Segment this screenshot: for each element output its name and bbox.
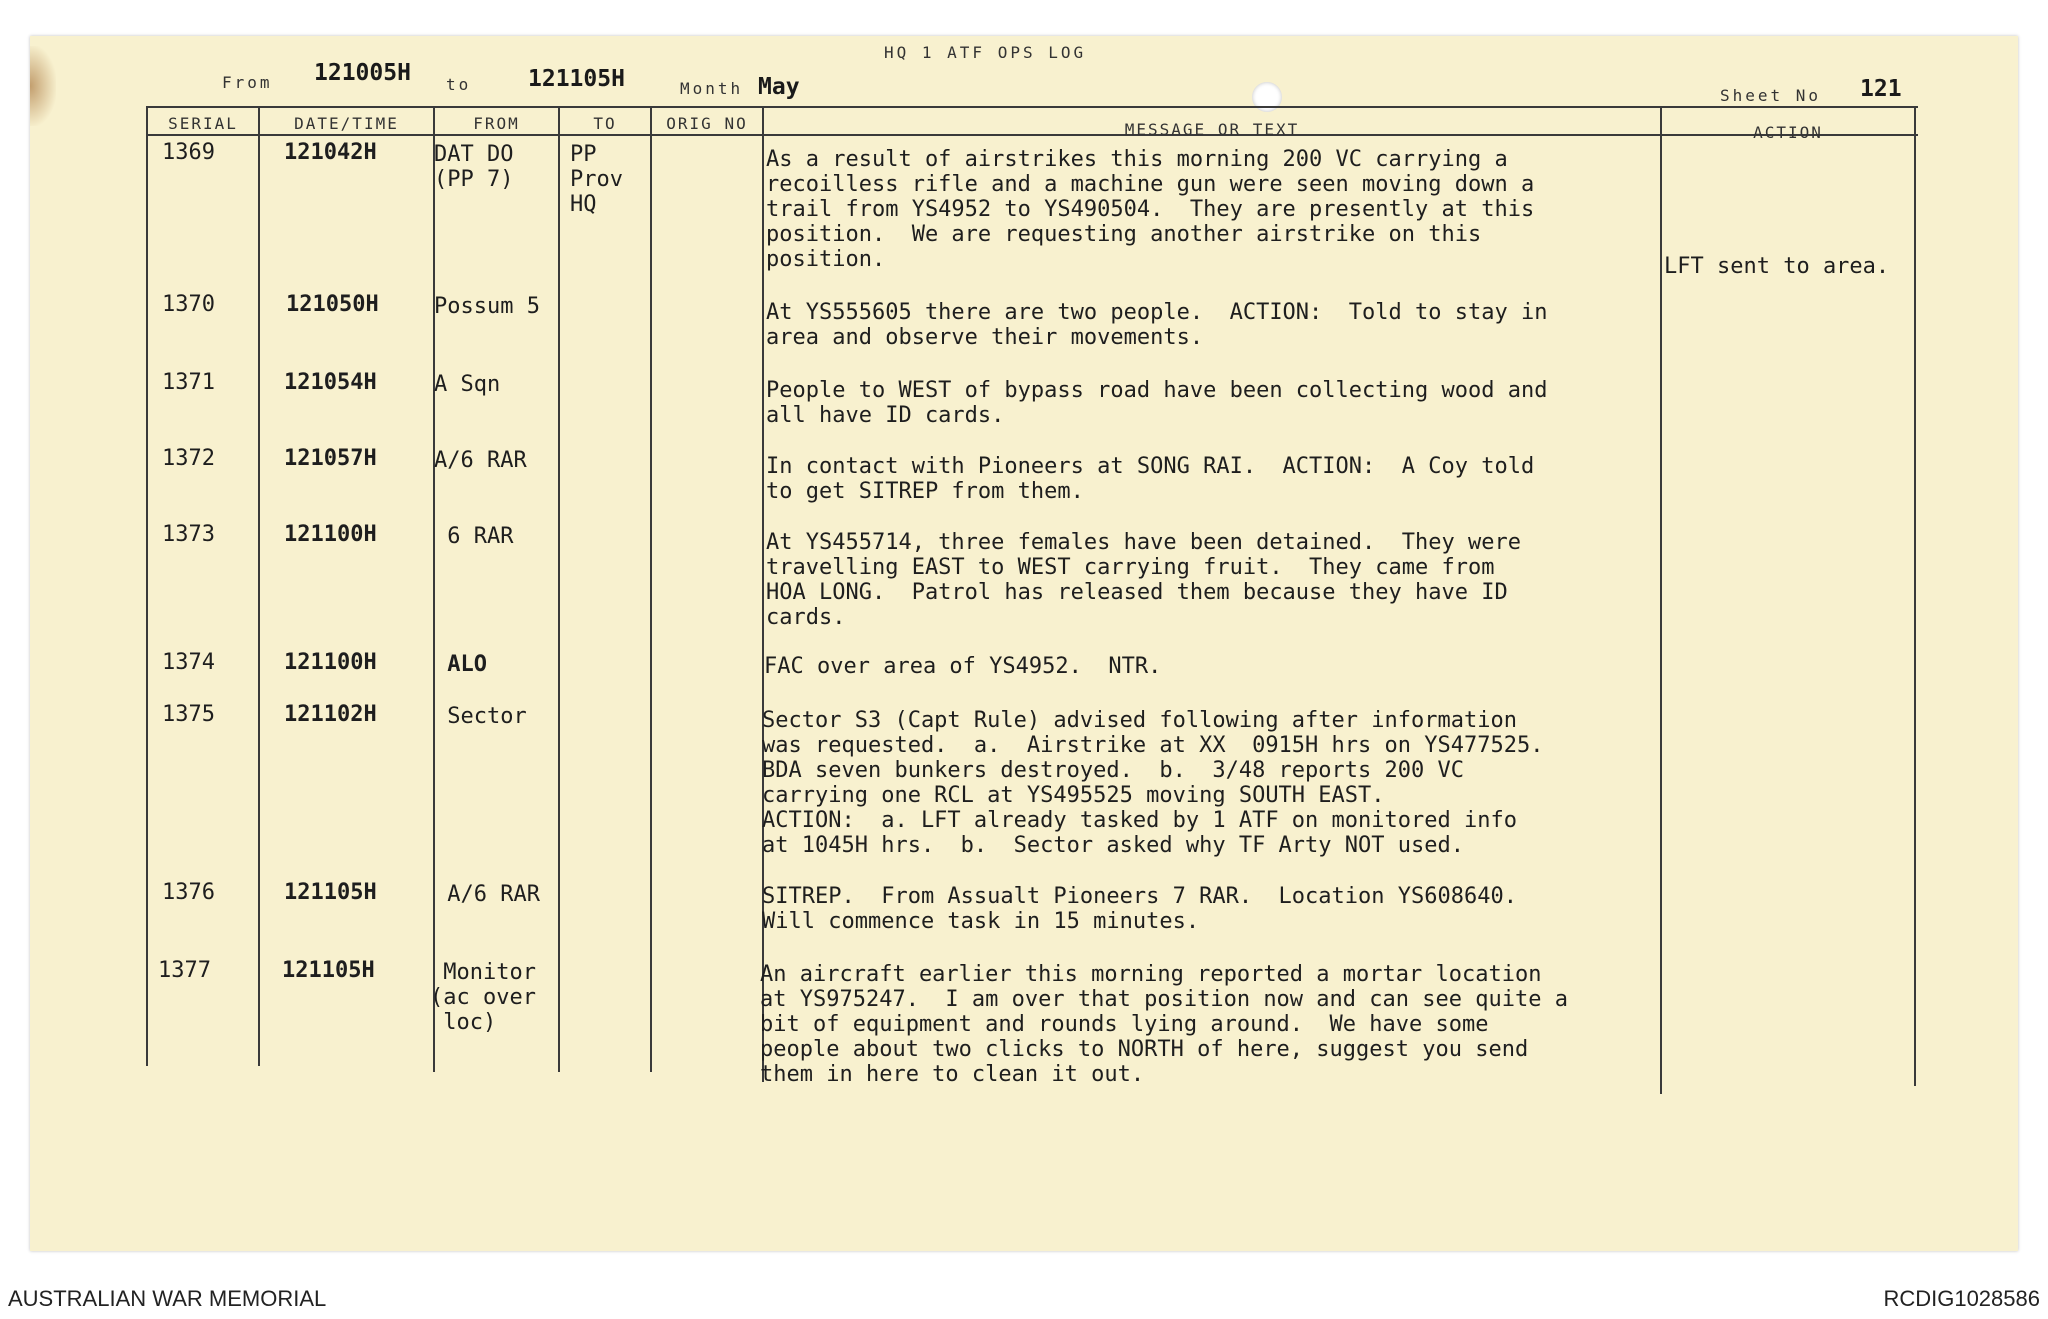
row-message: In contact with Pioneers at SONG RAI. ACTION: A Coy told to get SITREP from them. [766,454,1535,504]
row-from: 6 RAR [434,524,514,549]
row-serial: 1370 [162,292,215,317]
row-from: DAT DO (PP 7) [434,142,514,192]
row-datetime: 121105H [284,880,377,905]
row-message: An aircraft earlier this morning reported a mortar location at YS975247. I am over that position now and can see quite a bit of equipment and rounds lying around. We have some people about two clicks to NORTH of here, suggest you send them in here to clean it out. [760,962,1568,1087]
col-header-serial: SERIAL [168,114,238,133]
col-divider [433,106,435,1072]
archive-reference: RCDIG1028586 [1883,1286,2040,1311]
month-value: May [758,74,800,100]
row-datetime: 121057H [284,446,377,471]
col-header-message: MESSAGE OR TEXT [1124,120,1300,139]
row-from: A Sqn [434,372,501,397]
row-datetime: 121100H [284,650,377,675]
row-message: As a result of airstrikes this morning 200 VC carrying a recoilless rifle and a machine gun were seen moving down a trail from YS4952 to YS490504. They are presently at this position. We are requesting another airstrike on this position. [766,147,1535,272]
col-divider [258,106,260,1066]
col-divider [762,106,764,1082]
sheet-value: 121 [1860,76,1902,102]
col-divider [146,106,148,1066]
to-value: 121105H [528,66,625,92]
row-serial: 1369 [162,140,215,165]
month-label: Month [680,79,744,98]
row-from: A/6 RAR [434,882,540,907]
col-divider [558,106,560,1072]
header-rule-top [146,106,1918,108]
row-serial: 1373 [162,522,215,547]
row-from: Sector [434,704,527,729]
row-datetime: 121105H [282,958,375,983]
row-message: Sector S3 (Capt Rule) advised following after information was requested. a. Airstrike at XX 0915H hrs on YS477525. BDA seven bunkers destroyed. b. 3/48 reports 200 VC carrying one RCL at YS495525 moving SOUTH EAST. ACTION: a. LFT already tasked by 1 ATF on monitored info at 1045H hrs. b. Sector asked why TF Arty NOT used. [762,708,1544,858]
row-serial: 1375 [162,702,215,727]
row-serial: 1372 [162,446,215,471]
col-header-datetime: DATE/TIME [294,114,399,133]
row-from: ALO [434,652,487,677]
log-title: HQ 1 ATF OPS LOG [884,43,1087,62]
col-header-action: ACTION [1753,123,1823,142]
to-label: to [446,75,472,94]
col-header-orig: ORIG NO [666,114,748,133]
row-message: At YS555605 there are two people. ACTION: Told to stay in area and observe their movements. [766,300,1548,350]
row-datetime: 121054H [284,370,377,395]
col-divider [650,106,652,1072]
row-serial: 1376 [162,880,215,905]
row-serial: 1377 [158,958,211,983]
row-message: At YS455714, three females have been detained. They were travelling EAST to WEST carrying fruit. They came from HOA LONG. Patrol has released them because they have ID cards. [766,530,1521,630]
col-header-from: FROM [473,114,520,133]
row-datetime: 121102H [284,702,377,727]
row-to: PP Prov HQ [570,142,623,217]
from-value: 121005H [314,60,411,86]
from-label: From [222,73,273,92]
row-message: FAC over area of YS4952. NTR. [764,654,1162,679]
row-serial: 1371 [162,370,215,395]
row-message: People to WEST of bypass road have been collecting wood and all have ID cards. [766,378,1548,428]
row-datetime: 121050H [286,292,379,317]
row-from: Possum 5 [434,294,540,319]
row-action: LFT sent to area. [1664,254,1890,279]
row-serial: 1374 [162,650,215,675]
archive-credit: AUSTRALIAN WAR MEMORIAL [8,1286,327,1311]
sheet-label: Sheet No [1720,86,1822,105]
row-from: A/6 RAR [434,448,527,473]
row-from: Monitor (ac over loc) [430,960,536,1035]
paper-stain [30,46,56,126]
row-message: SITREP. From Assualt Pioneers 7 RAR. Location YS608640. Will commence task in 15 minutes. [762,884,1517,934]
row-datetime: 121042H [284,140,377,165]
col-divider [1660,106,1662,1094]
col-header-to: TO [593,114,617,133]
col-divider [1914,106,1916,1086]
row-datetime: 121100H [284,522,377,547]
